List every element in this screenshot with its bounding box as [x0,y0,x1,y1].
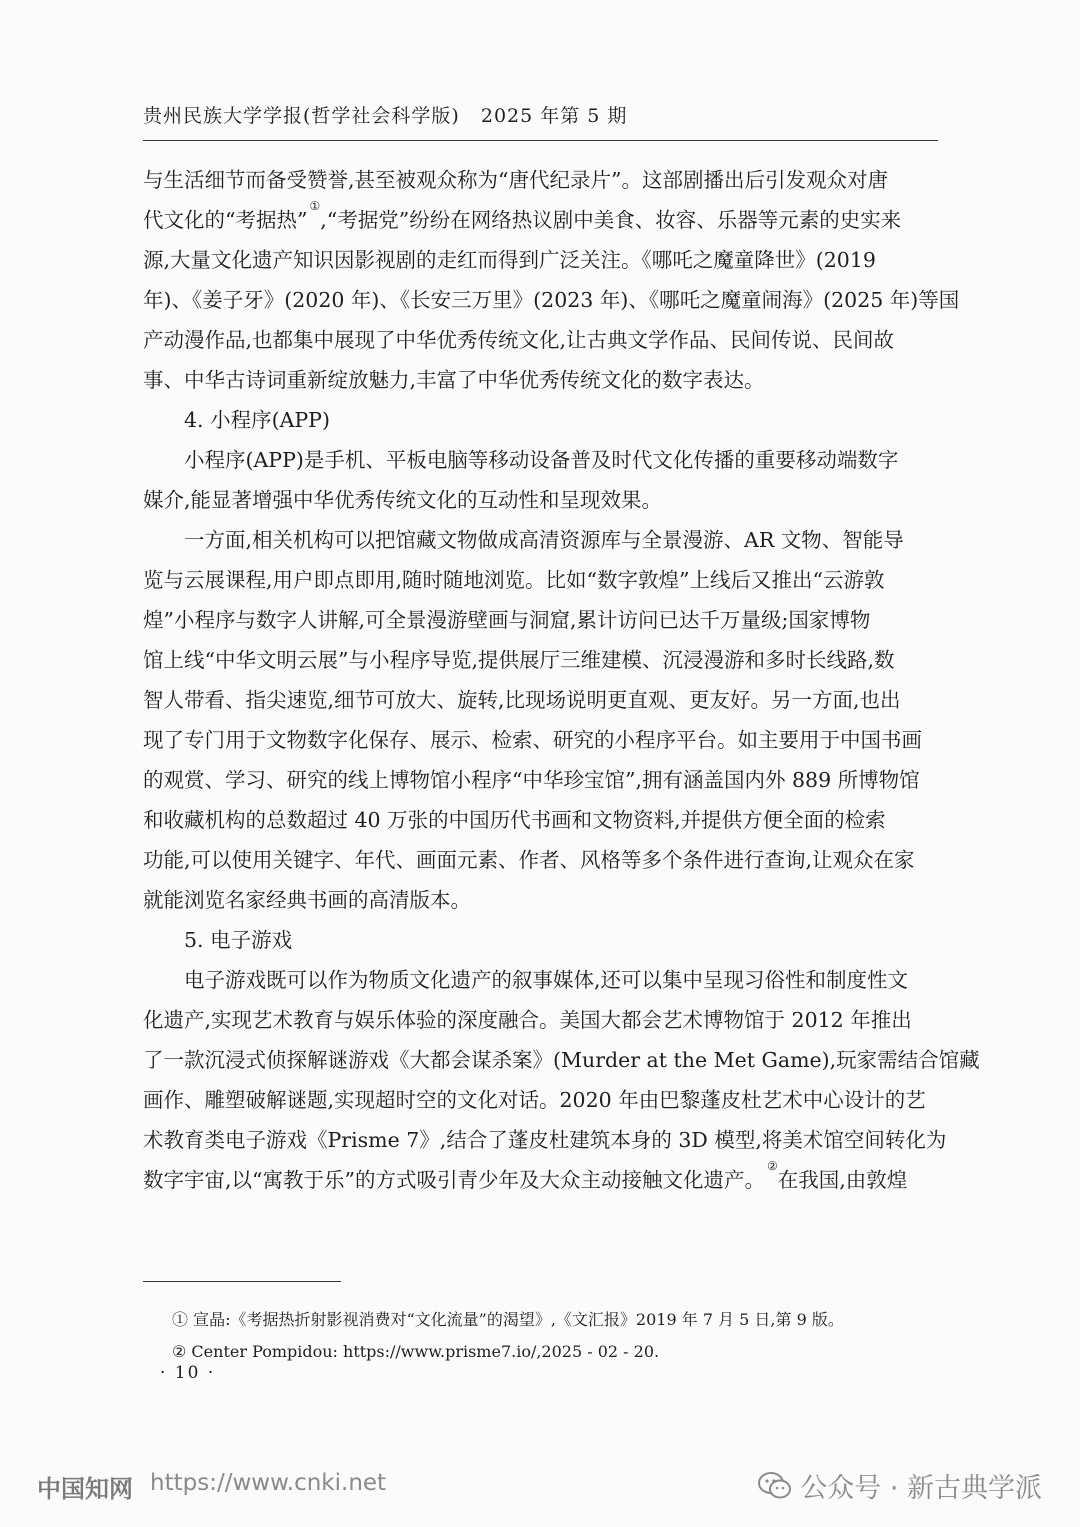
watermark-bar [0,1440,1080,1527]
text-segment: 年)、《姜子牙》(2020 年)、《长安三万里》(2023 年)、《哪吒之魔童闹海》(2025 年)等国 [143,288,960,312]
journal-title: 贵州民族大学学报(哲学社会科学版) [143,105,460,127]
text-segment: 产动漫作品,也都集中展现了中华优秀传统文化,让古典文学作品、民间传说、民间故 [143,328,895,352]
text-line [143,400,938,440]
text-line [143,480,938,520]
cnki-url[interactable]: https://www.cnki.net [150,1470,387,1496]
cnki-brand: 中国知网 [37,1475,133,1503]
text-segment: 媒介,能显著增强中华优秀传统文化的互动性和呈现效果。 [143,488,663,512]
text-segment: 画作、雕塑破解谜题,实现超时空的文化对话。2020 年由巴黎蓬皮杜艺术中心设计的艺 [143,1088,926,1112]
text-segment: 和收藏机构的总数超过 40 万张的中国历代书画和文物资料,并提供方便全面的检索 [143,808,886,832]
text-line [143,360,938,400]
text-segment: 现了专门用于文物数字化保存、展示、检索、研究的小程序平台。如主要用于中国书画 [143,728,922,752]
text-segment: 一方面,相关机构可以把馆藏文物做成高清资源库与全景漫游、AR 文物、智能导 [184,528,904,552]
text-segment: 数字宇宙,以“寓教于乐”的方式吸引青少年及大众主动接触文化遗产。 [143,1168,765,1192]
text-segment: 源,大量文化遗产知识因影视剧的走红而得到广泛关注。《哪吒之魔童降世》(2019 [143,248,876,272]
text-segment: 馆上线“中华文明云展”与小程序导览,提供展厅三维建模、沉浸漫游和多时长线路,数 [143,648,895,672]
text-segment: 化遗产,实现艺术教育与娱乐体验的深度融合。美国大都会艺术博物馆于 2012 年推出 [143,1008,912,1032]
text-segment: 小程序(APP)是手机、平板电脑等移动设备普及时代文化传播的重要移动端数字 [184,448,899,472]
text-line [143,560,938,600]
text-line [143,680,938,720]
wechat-account-label: 公众号 · 新古典学派 [800,1473,1042,1504]
text-line [143,880,938,920]
text-line [143,760,938,800]
text-line [143,920,938,960]
text-segment: 电子游戏既可以作为物质文化遗产的叙事媒体,还可以集中呈现习俗性和制度性文 [184,968,909,992]
text-segment: 智人带看、指尖速览,细节可放大、旋转,比现场说明更直观、更友好。另一方面,也出 [143,688,901,712]
header-divider [143,140,938,141]
page-number: · 10 · [160,1363,216,1383]
text-line [143,840,938,880]
text-segment: 煌”小程序与数字人讲解,可全景漫游壁画与洞窟,累计访问已达千万量级;国家博物 [143,608,871,632]
wechat-icon [758,1472,792,1500]
text-line [143,1160,938,1200]
text-line [143,800,938,840]
text-line [143,520,938,560]
text-segment: 在我国,由敦煌 [777,1168,908,1192]
footnotes [172,1304,932,1368]
text-segment: 了一款沉浸式侦探解谜游戏《大都会谋杀案》(Murder at the Met Game),玩家需结合馆藏 [143,1048,980,1072]
text-line [143,1120,947,1160]
wechat-account [758,1466,1042,1505]
footnote-1: ① 宣晶:《考据热折射影视消费对“文化流量”的渴望》,《文汇报》2019 年 7 月 5 日,第 9 版。 [172,1310,844,1329]
text-line [143,160,938,200]
text-line [143,280,960,320]
text-segment: 览与云展课程,用户即点即用,随时随地浏览。比如“数字敦煌”上线后又推出“云游敦 [143,568,885,592]
text-segment: 事、中华古诗词重新绽放魅力,丰富了中华优秀传统文化的数字表达。 [143,368,765,392]
text-segment: 4. 小程序(APP) [184,408,330,432]
text-line [143,1080,938,1120]
text-segment: 功能,可以使用关键字、年代、画面元素、作者、风格等多个条件进行查询,让观众在家 [143,848,915,872]
text-line [143,640,938,680]
footnote-ref: ① [309,199,321,213]
text-segment: 5. 电子游戏 [184,928,293,952]
text-line [143,200,938,240]
text-segment: 代文化的“考据热” [143,208,308,232]
text-line [143,320,938,360]
footnote-divider [143,1281,341,1282]
text-segment: 就能浏览名家经典书画的高清版本。 [143,888,471,912]
running-header [143,100,938,132]
text-line [143,440,938,480]
footnote-ref: ② [766,1159,778,1173]
footnote-2: ② Center Pompidou: https://www.prisme7.io/,2025 - 02 - 20. [172,1342,660,1361]
text-line [143,1040,980,1080]
text-segment: 术教育类电子游戏《Prisme 7》,结合了蓬皮杜建筑本身的 3D 模型,将美术馆空间转化为 [143,1128,947,1152]
text-segment: 的观赏、学习、研究的线上博物馆小程序“中华珍宝馆”,拥有涵盖国内外 889 所博物馆 [143,768,920,792]
text-segment: ,“考据党”纷纷在网络热议剧中美食、妆容、乐器等元素的史实来 [320,208,902,232]
article-body [143,160,980,1200]
text-line [143,1000,938,1040]
text-line [143,240,938,280]
text-line [143,960,938,1000]
text-segment: 与生活细节而备受赞誉,甚至被观众称为“唐代纪录片”。这部剧播出后引发观众对唐 [143,168,888,192]
text-line [143,720,938,760]
text-line [143,600,938,640]
issue-label: 2025 年第 5 期 [480,105,628,127]
